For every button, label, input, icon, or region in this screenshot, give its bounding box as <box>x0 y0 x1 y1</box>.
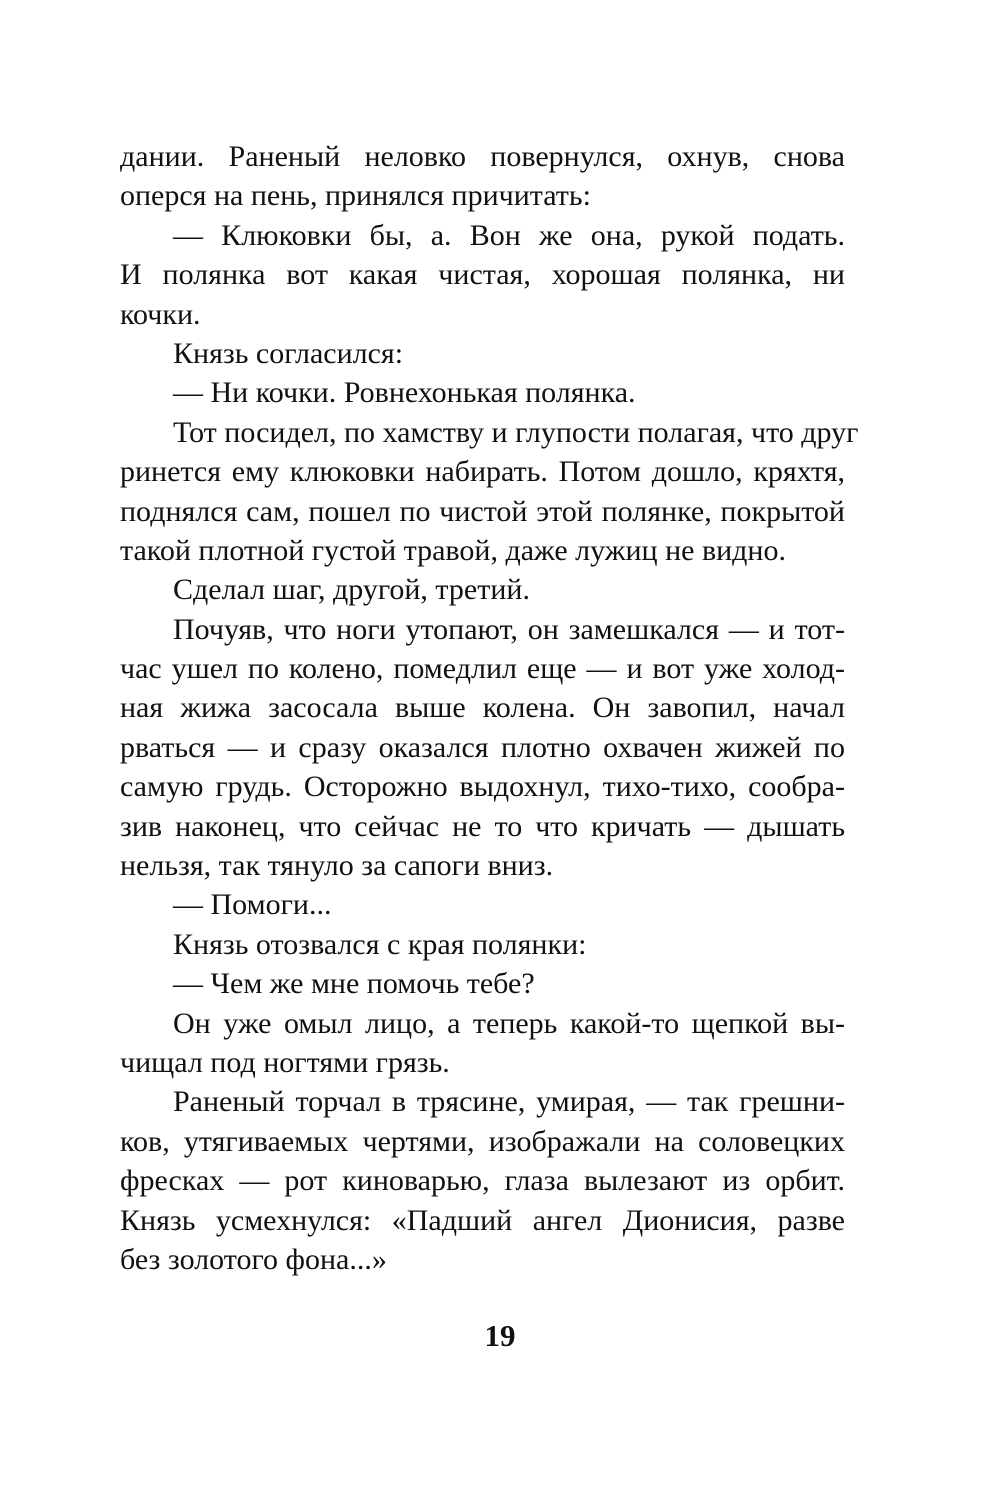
text-line: Князь отозвался с края полянки: <box>173 927 587 961</box>
text-line: Раненый торчал в трясине, умирая, — так грешни- <box>173 1085 845 1119</box>
text-line: Князь усмехнулся: «Падший ангел Дионисия, разве <box>120 1203 845 1237</box>
text-line: самую грудь. Осторожно выдохнул, тихо-тихо, сообра- <box>120 770 845 804</box>
text-line: чищал под ногтями грязь. <box>120 1045 450 1079</box>
text-line: ков, утягиваемых чертями, изображали на соловецких <box>120 1124 845 1158</box>
text-line: рваться — и сразу оказался плотно охвачен жижей по <box>120 730 845 764</box>
text-line: Почуяв, что ноги утопают, он замешкался — и тот- <box>173 612 845 646</box>
text-line: час ушел по колено, помедлил еще — и вот уже холод- <box>120 652 845 686</box>
text-line: дании. Раненый неловко повернулся, охнув, снова <box>120 140 845 173</box>
text-line: — Клюковки бы, а. Вон же она, рукой подать. <box>173 218 845 252</box>
text-line: оперся на пень, принялся причитать: <box>120 179 591 213</box>
text-line: Он уже омыл лицо, а теперь какой-то щепкой вы- <box>173 1006 845 1040</box>
text-line: нельзя, так тянуло за сапоги вниз. <box>120 849 554 883</box>
text-line: — Ни кочки. Ровнехонькая полянка. <box>173 376 636 410</box>
text-line: — Чем же мне помочь тебе? <box>173 967 535 1001</box>
text-line: без золотого фона...» <box>120 1242 387 1276</box>
text-line: Сделал шаг, другой, третий. <box>173 573 530 607</box>
text-line: Тот посидел, по хамству и глупости полагая, что друг <box>173 415 859 449</box>
text-line: ринется ему клюковки набирать. Потом дошло, кряхтя, <box>120 455 845 489</box>
text-line: фресках — рот киноварью, глаза вылезают из орбит. <box>120 1164 845 1198</box>
text-line: ная жижа засосала выше колена. Он завопил, начал <box>120 691 845 725</box>
text-line: — Помоги... <box>173 888 332 922</box>
page-number: 19 <box>484 1318 516 1353</box>
text-line: поднялся сам, пошел по чистой этой полянке, покрытой <box>120 494 845 528</box>
text-line: такой плотной густой травой, даже лужиц не видно. <box>120 533 786 567</box>
body-text <box>120 137 859 1279</box>
text-line: зив наконец, что сейчас не то что кричать — дышать <box>120 809 845 843</box>
text-line: И полянка вот какая чистая, хорошая полянка, ни <box>120 258 845 292</box>
text-line: Князь согласился: <box>173 336 404 370</box>
text-line: кочки. <box>120 297 201 331</box>
